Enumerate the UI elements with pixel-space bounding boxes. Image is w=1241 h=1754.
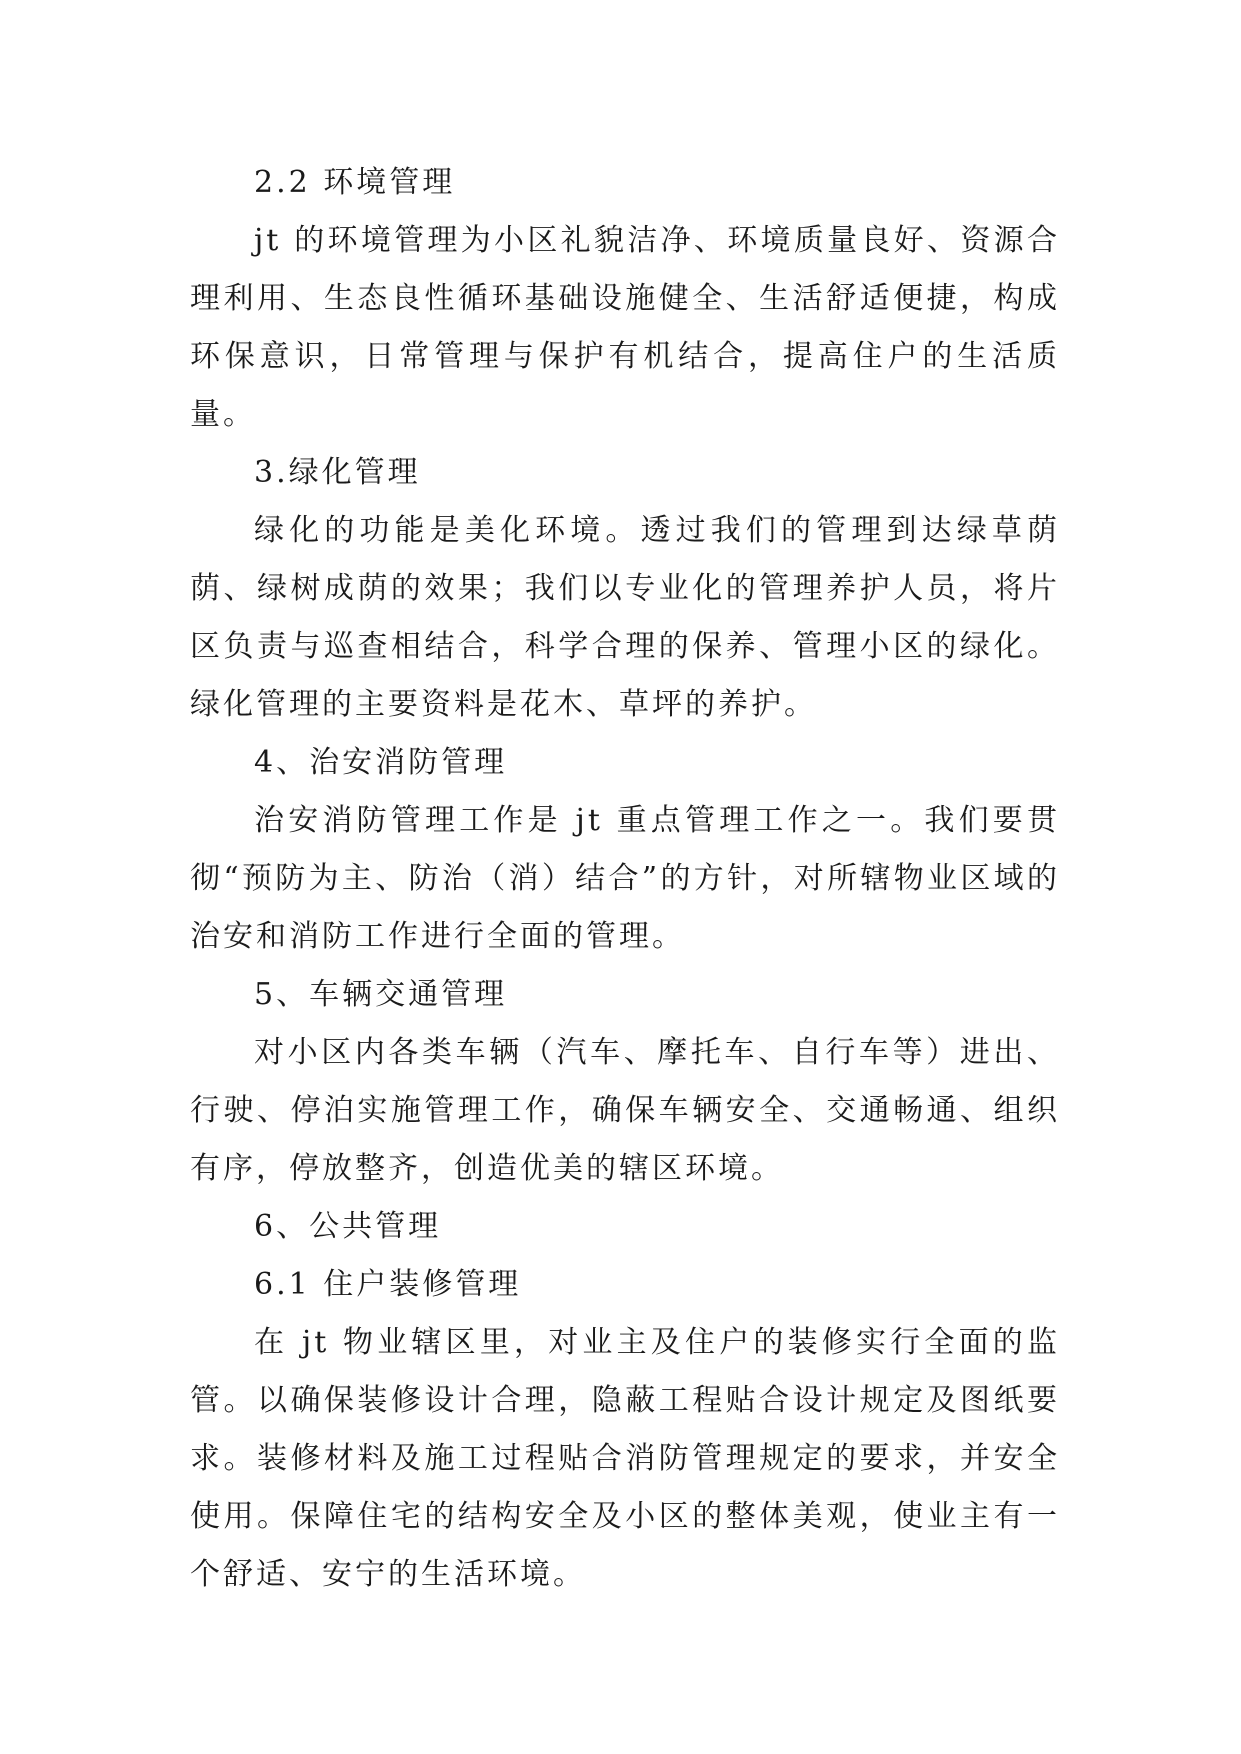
paragraph-traffic: 对小区内各类车辆（汽车、摩托车、自行车等）进出、行驶、停泊实施管理工作，确保车辆安全、交通畅通、组织有序，停放整齐，创造优美的辖区环境。	[190, 1035, 1060, 1186]
section-heading-environment: 2.2 环境管理	[254, 165, 456, 200]
section-heading-renovation: 6.1 住户装修管理	[254, 1267, 522, 1302]
paragraph-renovation: 在 jt 物业辖区里，对业主及住户的装修实行全面的监管。以确保装修设计合理，隐蔽工程贴合设计规定及图纸要求。装修材料及施工过程贴合消防管理规定的要求，并安全使用。保障住宅的结构安全及小区的整体美观，使业主有一个舒适、安宁的生活环境。	[190, 1325, 1060, 1592]
section-heading-public: 6、公共管理	[254, 1209, 442, 1244]
document-body	[190, 154, 1060, 1604]
section-heading-security-fire: 4、治安消防管理	[254, 745, 508, 780]
paragraph-security-fire: 治安消防管理工作是 jt 重点管理工作之一。我们要贯彻“预防为主、防治（消）结合”的方针，对所辖物业区域的治安和消防工作进行全面的管理。	[190, 803, 1060, 954]
section-heading-greening: 3.绿化管理	[254, 455, 421, 490]
paragraph-greening: 绿化的功能是美化环境。透过我们的管理到达绿草荫荫、绿树成荫的效果；我们以专业化的管理养护人员，将片区负责与巡查相结合，科学合理的保养、管理小区的绿化。绿化管理的主要资料是花木、草坪的养护。	[190, 513, 1060, 722]
paragraph-environment: jt 的环境管理为小区礼貌洁净、环境质量良好、资源合理利用、生态良性循环基础设施健全、生活舒适便捷，构成环保意识，日常管理与保护有机结合，提高住户的生活质量。	[190, 223, 1060, 432]
section-heading-traffic: 5、车辆交通管理	[254, 977, 508, 1012]
